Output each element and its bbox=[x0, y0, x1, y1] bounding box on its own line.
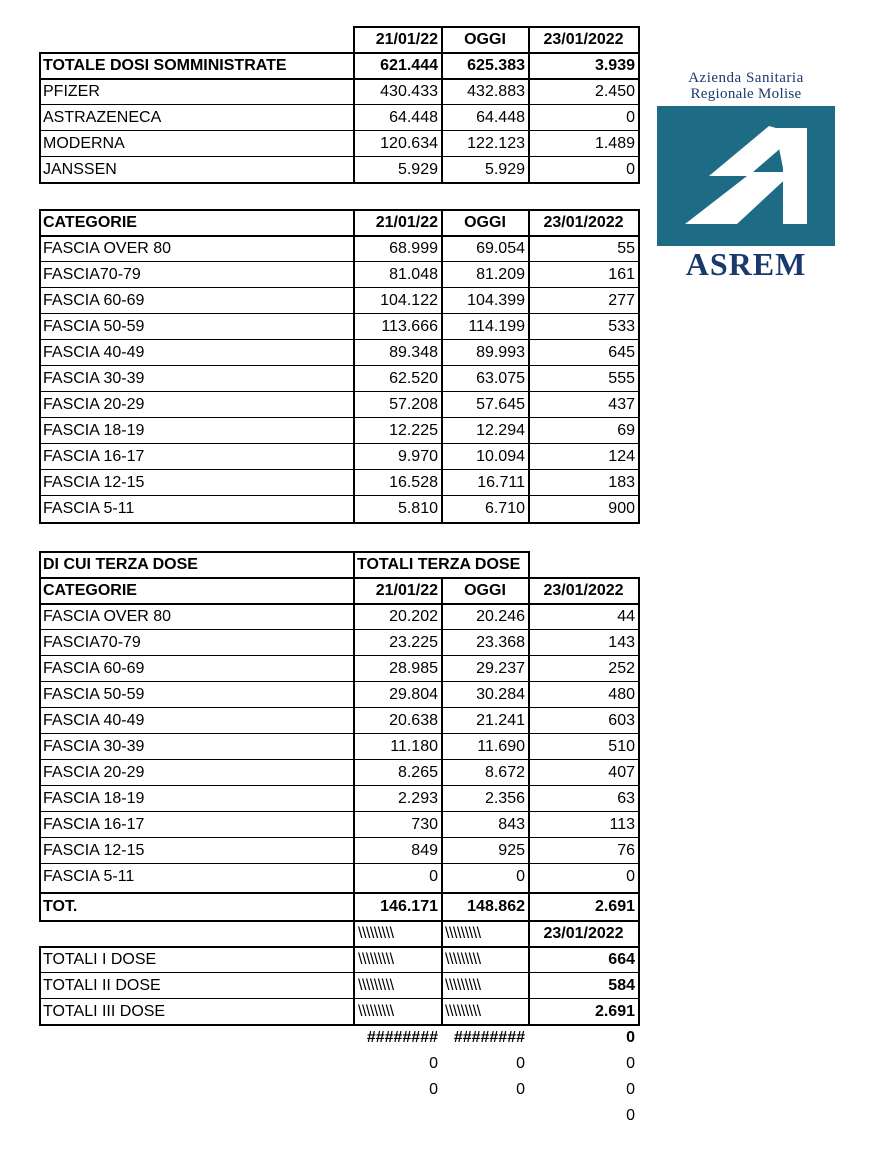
divider bbox=[39, 235, 640, 237]
divider bbox=[353, 551, 355, 922]
divider bbox=[528, 209, 530, 524]
row-value: 68.999 bbox=[389, 240, 438, 257]
row-value: 9.970 bbox=[397, 448, 438, 465]
divider bbox=[528, 921, 530, 1026]
row-label: TOTALI II DOSE bbox=[43, 977, 161, 994]
row-value: 10.094 bbox=[476, 448, 525, 465]
row-value: 252 bbox=[608, 660, 635, 677]
divider bbox=[39, 209, 41, 524]
row-label: FASCIA 5-11 bbox=[43, 868, 135, 885]
divider bbox=[39, 551, 41, 922]
row-value: 81.048 bbox=[389, 266, 438, 283]
footer-value: 0 bbox=[626, 1029, 635, 1046]
asrem-emblem-icon bbox=[657, 106, 835, 246]
divider bbox=[39, 78, 640, 80]
row-label: FASCIA 40-49 bbox=[43, 344, 145, 361]
hatch-fill: \\\\\\\\\ bbox=[358, 977, 394, 994]
header-categories: CATEGORIE bbox=[43, 214, 137, 231]
row-label: FASCIA70-79 bbox=[43, 266, 141, 283]
divider bbox=[39, 785, 640, 786]
footer-value: 0 bbox=[516, 1081, 525, 1098]
row-label: FASCIA OVER 80 bbox=[43, 240, 172, 257]
row-value: 64.448 bbox=[476, 109, 525, 126]
logo-name: ASREM bbox=[685, 246, 807, 282]
header-date-now: 23/01/2022 bbox=[543, 31, 624, 48]
row-value: 21.241 bbox=[476, 712, 525, 729]
row-value: 20.202 bbox=[389, 608, 438, 625]
divider bbox=[39, 104, 640, 105]
divider bbox=[441, 209, 443, 524]
row-value: 5.929 bbox=[484, 161, 525, 178]
divider bbox=[39, 391, 640, 392]
row-value: 555 bbox=[608, 370, 635, 387]
row-label: FASCIA 50-59 bbox=[43, 686, 145, 703]
row-value: 16.711 bbox=[477, 474, 525, 491]
row-label: FASCIA 5-11 bbox=[43, 500, 135, 517]
row-label: PFIZER bbox=[43, 83, 100, 100]
divider bbox=[638, 577, 640, 922]
header-date-now: 23/01/2022 bbox=[543, 925, 624, 942]
row-label: FASCIA 60-69 bbox=[43, 660, 145, 677]
divider bbox=[39, 655, 640, 656]
row-value: 11.180 bbox=[390, 738, 438, 755]
divider bbox=[353, 209, 355, 524]
row-value: 621.444 bbox=[380, 57, 438, 74]
row-value: 277 bbox=[608, 292, 635, 309]
row-label: FASCIA 18-19 bbox=[43, 422, 145, 439]
row-value: 20.638 bbox=[389, 712, 438, 729]
row-label: FASCIA 20-29 bbox=[43, 764, 145, 781]
row-value: 114.199 bbox=[468, 318, 525, 335]
row-value: 12.294 bbox=[476, 422, 525, 439]
row-label: FASCIA OVER 80 bbox=[43, 608, 172, 625]
row-value: 849 bbox=[411, 842, 438, 859]
row-value: 16.528 bbox=[389, 474, 438, 491]
divider bbox=[39, 443, 640, 444]
row-label: FASCIA 12-15 bbox=[43, 474, 145, 491]
row-value: 533 bbox=[608, 318, 635, 335]
divider bbox=[528, 26, 530, 184]
divider bbox=[39, 130, 640, 131]
row-value: 120.634 bbox=[380, 135, 438, 152]
hatch-fill: \\\\\\\\\ bbox=[445, 925, 481, 942]
row-value: 730 bbox=[411, 816, 438, 833]
row-value: 29.237 bbox=[476, 660, 525, 677]
divider bbox=[39, 209, 640, 211]
row-value: 8.265 bbox=[397, 764, 438, 781]
row-value: 183 bbox=[608, 474, 635, 491]
row-value: 430.433 bbox=[380, 83, 438, 100]
row-value: 5.810 bbox=[397, 500, 438, 517]
divider bbox=[441, 577, 443, 922]
total-label: TOT. bbox=[43, 898, 78, 915]
row-value: 2.691 bbox=[594, 1003, 635, 1020]
row-value: 64.448 bbox=[389, 109, 438, 126]
row-value: 69 bbox=[617, 422, 635, 439]
row-label: FASCIA 16-17 bbox=[43, 448, 145, 465]
row-value: 5.929 bbox=[397, 161, 438, 178]
divider bbox=[39, 603, 640, 605]
divider bbox=[441, 26, 443, 184]
logo-line2: Regionale Molise bbox=[690, 86, 802, 102]
divider bbox=[39, 946, 41, 1026]
divider bbox=[39, 339, 640, 340]
divider bbox=[39, 892, 640, 894]
row-value: 900 bbox=[608, 500, 635, 517]
divider bbox=[39, 551, 529, 553]
divider bbox=[638, 209, 640, 524]
divider bbox=[39, 365, 640, 366]
row-value: 584 bbox=[608, 977, 635, 994]
row-label: FASCIA 60-69 bbox=[43, 292, 145, 309]
divider bbox=[39, 52, 41, 184]
row-value: 20.246 bbox=[476, 608, 525, 625]
divider bbox=[354, 26, 640, 28]
asrem-logo bbox=[654, 70, 838, 280]
divider bbox=[39, 287, 640, 288]
row-value: 89.348 bbox=[389, 344, 438, 361]
divider bbox=[39, 182, 640, 184]
header-today: OGGI bbox=[464, 582, 506, 599]
row-value: 55 bbox=[617, 240, 635, 257]
divider bbox=[353, 26, 355, 184]
row-value: 57.208 bbox=[389, 396, 438, 413]
row-value: 2.293 bbox=[397, 790, 438, 807]
row-value: 69.054 bbox=[476, 240, 525, 257]
row-value: 113 bbox=[609, 816, 635, 833]
total-value: 2.691 bbox=[594, 898, 635, 915]
row-value: 6.710 bbox=[484, 500, 525, 517]
row-value: 104.122 bbox=[380, 292, 438, 309]
row-value: 12.225 bbox=[389, 422, 438, 439]
row-label: FASCIA 50-59 bbox=[43, 318, 145, 335]
row-value: 143 bbox=[608, 634, 635, 651]
divider bbox=[39, 707, 640, 708]
row-value: 437 bbox=[608, 396, 635, 413]
divider bbox=[39, 946, 640, 948]
overflow-value: ######## bbox=[453, 1029, 525, 1046]
hatch-fill: \\\\\\\\\ bbox=[445, 1003, 481, 1020]
row-value: 1.489 bbox=[594, 135, 635, 152]
row-value: 104.399 bbox=[467, 292, 525, 309]
hatch-fill: \\\\\\\\\ bbox=[358, 925, 394, 942]
header-date-now: 23/01/2022 bbox=[543, 582, 624, 599]
footer-value: 0 bbox=[626, 1081, 635, 1098]
header-today: OGGI bbox=[464, 214, 506, 231]
footer-value: 0 bbox=[626, 1055, 635, 1072]
header-date-prev: 21/01/22 bbox=[375, 31, 438, 48]
divider bbox=[39, 52, 640, 54]
row-value: 603 bbox=[608, 712, 635, 729]
row-label: MODERNA bbox=[43, 135, 125, 152]
divider bbox=[39, 759, 640, 760]
row-value: 0 bbox=[516, 868, 525, 885]
header-categories: CATEGORIE bbox=[43, 582, 137, 599]
divider bbox=[39, 972, 640, 973]
divider bbox=[39, 577, 640, 579]
divider bbox=[39, 733, 640, 734]
row-label: FASCIA 20-29 bbox=[43, 396, 145, 413]
overflow-value: ######## bbox=[366, 1029, 438, 1046]
row-value: 76 bbox=[617, 842, 635, 859]
row-value: 0 bbox=[626, 161, 635, 178]
row-value: 122.123 bbox=[467, 135, 525, 152]
row-value: 81.209 bbox=[476, 266, 525, 283]
row-value: 645 bbox=[608, 344, 635, 361]
row-label: FASCIA 18-19 bbox=[43, 790, 145, 807]
header-date-now: 23/01/2022 bbox=[543, 214, 624, 231]
logo-line1: Azienda Sanitaria bbox=[688, 70, 804, 86]
row-value: 625.383 bbox=[467, 57, 525, 74]
row-label: TOTALI III DOSE bbox=[43, 1003, 166, 1020]
total-value: 148.862 bbox=[467, 898, 525, 915]
row-label: FASCIA 40-49 bbox=[43, 712, 145, 729]
row-label: FASCIA 12-15 bbox=[43, 842, 145, 859]
row-label: FASCIA 30-39 bbox=[43, 738, 145, 755]
row-label: FASCIA 30-39 bbox=[43, 370, 145, 387]
row-label: FASCIA 16-17 bbox=[43, 816, 145, 833]
divider bbox=[39, 261, 640, 262]
header-date-prev: 21/01/22 bbox=[375, 214, 438, 231]
row-value: 925 bbox=[498, 842, 525, 859]
row-value: 161 bbox=[608, 266, 635, 283]
divider bbox=[441, 921, 443, 1026]
total-value: 146.171 bbox=[380, 898, 438, 915]
hatch-fill: \\\\\\\\\ bbox=[445, 951, 481, 968]
row-label: TOTALI I DOSE bbox=[43, 951, 157, 968]
header-date-prev: 21/01/22 bbox=[375, 582, 438, 599]
divider bbox=[39, 495, 640, 496]
row-value: 23.368 bbox=[476, 634, 525, 651]
row-value: 843 bbox=[498, 816, 525, 833]
row-value: 62.520 bbox=[389, 370, 438, 387]
row-value: 0 bbox=[626, 109, 635, 126]
divider bbox=[39, 863, 640, 864]
row-value: 30.284 bbox=[476, 686, 525, 703]
hatch-fill: \\\\\\\\\ bbox=[358, 951, 394, 968]
divider bbox=[39, 469, 640, 470]
header-today: OGGI bbox=[464, 31, 506, 48]
divider bbox=[638, 921, 640, 1026]
row-value: 432.883 bbox=[467, 83, 525, 100]
row-value: 0 bbox=[626, 868, 635, 885]
row-value: 0 bbox=[429, 868, 438, 885]
footer-value: 0 bbox=[516, 1055, 525, 1072]
row-label: ASTRAZENECA bbox=[43, 109, 162, 126]
footer-value: 0 bbox=[429, 1081, 438, 1098]
row-value: 29.804 bbox=[389, 686, 438, 703]
row-value: 664 bbox=[608, 951, 635, 968]
row-value: 23.225 bbox=[389, 634, 438, 651]
divider bbox=[39, 837, 640, 838]
row-value: 407 bbox=[608, 764, 635, 781]
row-value: 113.666 bbox=[381, 318, 438, 335]
divider bbox=[39, 811, 640, 812]
row-label: JANSSEN bbox=[43, 161, 117, 178]
row-value: 510 bbox=[608, 738, 635, 755]
divider bbox=[528, 551, 530, 922]
row-value: 89.993 bbox=[476, 344, 525, 361]
row-value: 480 bbox=[608, 686, 635, 703]
hatch-fill: \\\\\\\\\ bbox=[445, 977, 481, 994]
divider bbox=[39, 629, 640, 630]
divider bbox=[353, 921, 355, 1026]
divider bbox=[39, 417, 640, 418]
footer-value: 0 bbox=[429, 1055, 438, 1072]
divider bbox=[39, 313, 640, 314]
row-value: 2.450 bbox=[594, 83, 635, 100]
row-value: 28.985 bbox=[389, 660, 438, 677]
row-value: 8.672 bbox=[484, 764, 525, 781]
section-subtitle: TOTALI TERZA DOSE bbox=[357, 556, 521, 573]
row-label: TOTALE DOSI SOMMINISTRATE bbox=[43, 57, 287, 74]
row-value: 11.690 bbox=[477, 738, 525, 755]
row-label: FASCIA70-79 bbox=[43, 634, 141, 651]
row-value: 57.645 bbox=[476, 396, 525, 413]
divider bbox=[39, 522, 640, 524]
row-value: 63 bbox=[617, 790, 635, 807]
section-title: DI CUI TERZA DOSE bbox=[43, 556, 198, 573]
row-value: 124 bbox=[608, 448, 635, 465]
footer-value: 0 bbox=[626, 1107, 635, 1124]
divider bbox=[39, 156, 640, 157]
row-value: 63.075 bbox=[476, 370, 525, 387]
row-value: 44 bbox=[617, 608, 635, 625]
row-value: 3.939 bbox=[594, 57, 635, 74]
divider bbox=[39, 998, 640, 999]
divider bbox=[638, 26, 640, 184]
divider bbox=[39, 681, 640, 682]
hatch-fill: \\\\\\\\\ bbox=[358, 1003, 394, 1020]
row-value: 2.356 bbox=[484, 790, 525, 807]
